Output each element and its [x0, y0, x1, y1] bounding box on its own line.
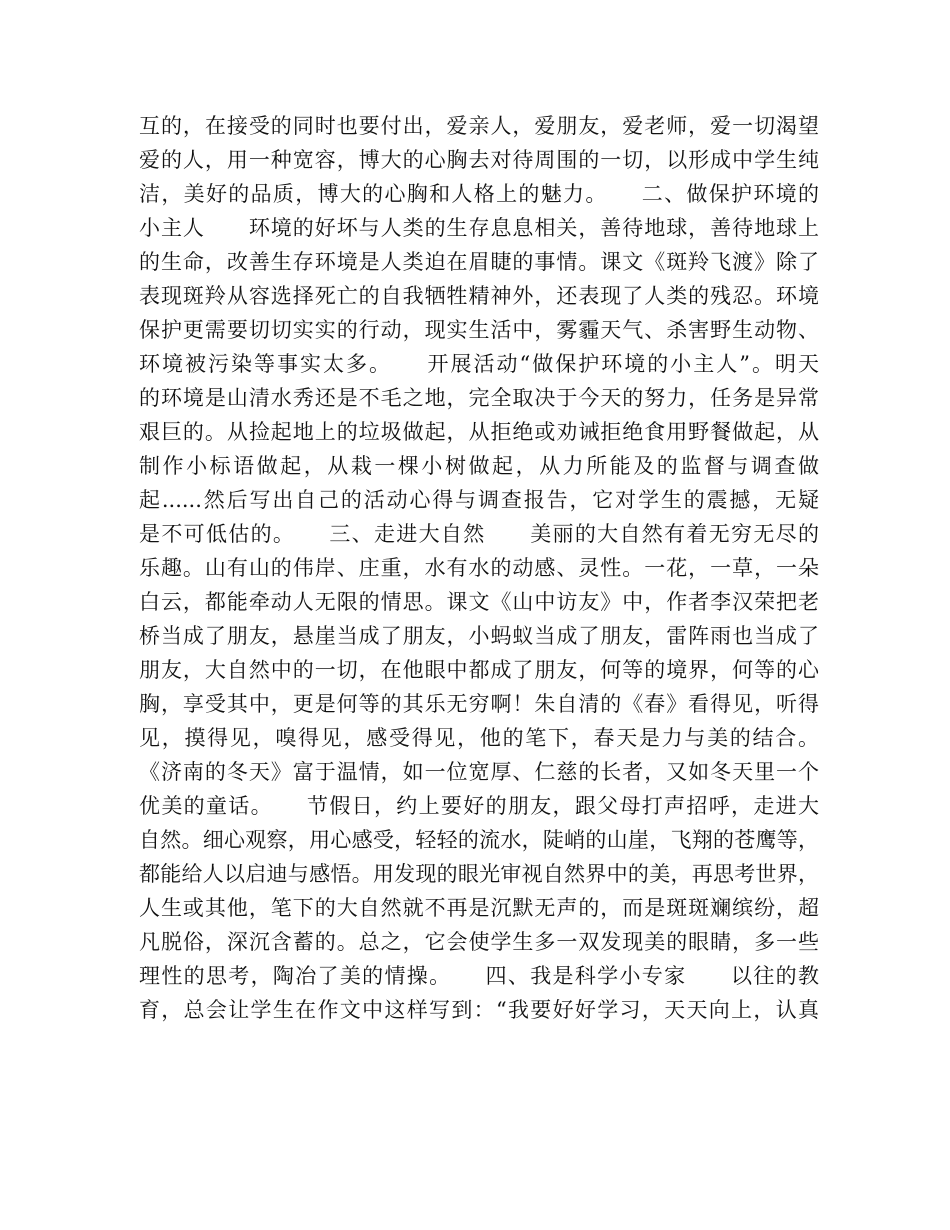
text-line: 育，总会让学生在作文中这样写到：“我要好好学习，天天向上，认真 [139, 998, 819, 1022]
text-line: 的环境是山清水秀还是不毛之地，完全取决于今天的努力，任务是异常 [139, 386, 819, 410]
text-line: 小主人 环境的好坏与人类的生存息息相关，善待地球，善待地球上 [139, 216, 819, 240]
text-line: 制作小标语做起，从栽一棵小树做起，从力所能及的监督与调查做 [139, 454, 819, 478]
text-line: 洁，美好的品质，博大的心胸和人格上的魅力。 二、做保护环境的 [139, 182, 819, 206]
text-line: 是不可低估的。 三、走进大自然 美丽的大自然有着无穷无尽的 [139, 522, 819, 546]
text-line: 凡脱俗，深沉含蓄的。总之，它会使学生多一双发现美的眼睛，多一些 [139, 930, 819, 954]
text-line: 乐趣。山有山的伟岸、庄重，水有水的动感、灵性。一花，一草，一朵 [139, 556, 819, 580]
text-line: 保护更需要切切实实的行动，现实生活中，雾霾天气、杀害野生动物、 [139, 318, 819, 342]
text-line: 朋友，大自然中的一切，在他眼中都成了朋友，何等的境界，何等的心 [139, 658, 819, 682]
body-text [139, 109, 819, 1027]
text-line: 桥当成了朋友，悬崖当成了朋友，小蚂蚁当成了朋友，雷阵雨也当成了 [139, 624, 819, 648]
text-line: 都能给人以启迪与感悟。用发现的眼光审视自然界中的美，再思考世界， [139, 862, 819, 886]
text-line: 胸，享受其中，更是何等的其乐无穷啊！朱自清的《春》看得见，听得 [139, 692, 819, 716]
text-line: 表现斑羚从容选择死亡的自我牺牲精神外，还表现了人类的残忍。环境 [139, 284, 819, 308]
text-line: 自然。细心观察，用心感受，轻轻的流水，陡峭的山崖，飞翔的苍鹰等， [139, 828, 819, 852]
text-line: 白云，都能牵动人无限的情思。课文《山中访友》中，作者李汉荣把老 [139, 590, 819, 614]
text-line: 优美的童话。 节假日，约上要好的朋友，跟父母打声招呼，走进大 [139, 794, 819, 818]
text-line: 艰巨的。从捡起地上的垃圾做起，从拒绝或劝诫拒绝食用野餐做起，从 [139, 420, 819, 444]
text-line: 人生或其他，笔下的大自然就不再是沉默无声的，而是斑斑斓缤纷，超 [139, 896, 819, 920]
text-line: 《济南的冬天》富于温情，如一位宽厚、仁慈的长者，又如冬天里一个 [139, 760, 819, 784]
text-line: 互的，在接受的同时也要付出，爱亲人，爱朋友，爱老师，爱一切渴望 [139, 114, 819, 138]
text-line: 理性的思考，陶冶了美的情操。 四、我是科学小专家 以往的教 [139, 964, 819, 988]
text-line: 见，摸得见，嗅得见，感受得见，他的笔下，春天是力与美的结合。 [139, 726, 819, 750]
text-line: 爱的人，用一种宽容，博大的心胸去对待周围的一切，以形成中学生纯 [139, 148, 819, 172]
text-line: 起......然后写出自己的活动心得与调查报告，它对学生的震撼，无疑 [139, 488, 819, 512]
text-line: 环境被污染等事实太多。 开展活动“做保护环境的小主人”。明天 [139, 352, 819, 376]
text-line: 的生命，改善生存环境是人类迫在眉睫的事情。课文《斑羚飞渡》除了 [139, 250, 819, 274]
